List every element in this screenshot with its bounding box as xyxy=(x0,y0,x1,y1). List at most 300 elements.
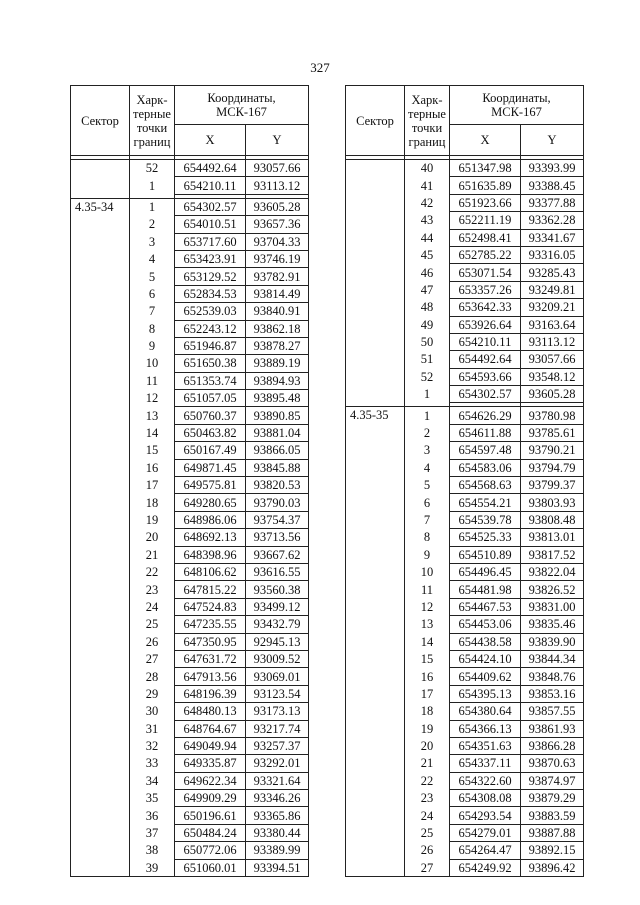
sector-cell xyxy=(71,250,130,267)
point-cell: 2 xyxy=(405,424,450,441)
x-cell: 649049.94 xyxy=(175,737,246,754)
table-row xyxy=(346,546,584,563)
x-cell: 647815.22 xyxy=(175,581,246,598)
x-cell: 649871.45 xyxy=(175,459,246,476)
table-row xyxy=(346,859,584,876)
table-row xyxy=(346,212,584,229)
y-cell: 93057.66 xyxy=(521,351,584,368)
sector-cell xyxy=(346,616,405,633)
point-cell: 45 xyxy=(405,246,450,263)
point-cell: 52 xyxy=(405,368,450,385)
coordinates-table-left xyxy=(70,85,309,877)
sector-cell xyxy=(71,581,130,598)
sector-cell xyxy=(71,442,130,459)
x-cell: 650772.06 xyxy=(175,842,246,859)
x-cell: 650484.24 xyxy=(175,824,246,841)
point-cell: 27 xyxy=(130,650,175,667)
point-cell: 16 xyxy=(405,668,450,685)
table-row xyxy=(346,459,584,476)
point-cell: 14 xyxy=(130,424,175,441)
table-row xyxy=(71,268,309,285)
y-cell: 93113.12 xyxy=(521,333,584,350)
sector-cell xyxy=(346,299,405,316)
x-cell: 654525.33 xyxy=(450,529,521,546)
table-row xyxy=(71,685,309,702)
y-cell: 93321.64 xyxy=(246,772,309,789)
sector-cell xyxy=(346,720,405,737)
table-row xyxy=(71,233,309,250)
sector-cell xyxy=(346,442,405,459)
y-cell: 93499.12 xyxy=(246,598,309,615)
table-row xyxy=(71,459,309,476)
table-row xyxy=(346,368,584,385)
x-cell: 653642.33 xyxy=(450,299,521,316)
table-row xyxy=(71,216,309,233)
x-cell: 654492.64 xyxy=(450,351,521,368)
table-row xyxy=(346,807,584,824)
y-cell: 93377.88 xyxy=(521,194,584,211)
header-sector: Сектор xyxy=(346,86,405,156)
sector-cell xyxy=(346,477,405,494)
x-cell: 654395.13 xyxy=(450,685,521,702)
x-cell: 654568.63 xyxy=(450,477,521,494)
x-cell: 654481.98 xyxy=(450,581,521,598)
x-cell: 654593.66 xyxy=(450,368,521,385)
y-cell: 93790.21 xyxy=(521,442,584,459)
x-cell: 654293.54 xyxy=(450,807,521,824)
table-row xyxy=(346,790,584,807)
y-cell: 93803.93 xyxy=(521,494,584,511)
point-cell: 9 xyxy=(130,337,175,354)
table-row xyxy=(71,737,309,754)
y-cell: 93257.37 xyxy=(246,737,309,754)
table-row xyxy=(346,177,584,194)
x-cell: 653926.64 xyxy=(450,316,521,333)
x-cell: 654351.63 xyxy=(450,737,521,754)
y-cell: 93814.49 xyxy=(246,285,309,302)
point-cell: 27 xyxy=(405,859,450,876)
x-cell: 653129.52 xyxy=(175,268,246,285)
point-cell: 40 xyxy=(405,160,450,177)
y-cell: 93173.13 xyxy=(246,703,309,720)
table-row xyxy=(346,616,584,633)
y-cell: 93861.93 xyxy=(521,720,584,737)
y-cell: 93209.21 xyxy=(521,299,584,316)
point-cell: 35 xyxy=(130,790,175,807)
table-row xyxy=(71,824,309,841)
sector-cell xyxy=(71,772,130,789)
x-cell: 652211.19 xyxy=(450,212,521,229)
x-cell: 654210.11 xyxy=(175,177,246,194)
y-cell: 93616.55 xyxy=(246,563,309,580)
table-row xyxy=(346,703,584,720)
y-cell: 93057.66 xyxy=(246,160,309,177)
x-cell: 651353.74 xyxy=(175,372,246,389)
x-cell: 648106.62 xyxy=(175,563,246,580)
x-cell: 654496.45 xyxy=(450,563,521,580)
table-row xyxy=(71,529,309,546)
point-cell: 4 xyxy=(130,250,175,267)
coordinates-table-right xyxy=(345,85,584,877)
sector-cell xyxy=(71,407,130,424)
table-row xyxy=(71,842,309,859)
sector-cell: 4.35-35 xyxy=(346,407,405,424)
sector-cell xyxy=(71,459,130,476)
sector-cell xyxy=(71,824,130,841)
sector-cell xyxy=(346,386,405,403)
point-cell: 38 xyxy=(130,842,175,859)
x-cell: 654380.64 xyxy=(450,703,521,720)
sector-cell xyxy=(346,229,405,246)
table-row xyxy=(346,720,584,737)
sector-cell xyxy=(71,390,130,407)
y-cell: 93794.79 xyxy=(521,459,584,476)
x-cell: 651946.87 xyxy=(175,337,246,354)
point-cell: 20 xyxy=(405,737,450,754)
y-cell: 93840.91 xyxy=(246,303,309,320)
x-cell: 651635.89 xyxy=(450,177,521,194)
table-row xyxy=(346,737,584,754)
point-cell: 52 xyxy=(130,160,175,177)
sector-cell xyxy=(71,337,130,354)
y-cell: 93857.55 xyxy=(521,703,584,720)
y-cell: 93874.97 xyxy=(521,772,584,789)
x-cell: 653717.60 xyxy=(175,233,246,250)
point-cell: 13 xyxy=(405,616,450,633)
y-cell: 93866.05 xyxy=(246,442,309,459)
sector-cell xyxy=(346,581,405,598)
sector-cell xyxy=(71,303,130,320)
sector-cell xyxy=(71,320,130,337)
x-cell: 651923.66 xyxy=(450,194,521,211)
header-coords: Координаты, МСК-167 xyxy=(450,86,584,125)
table-row xyxy=(346,511,584,528)
point-cell: 23 xyxy=(405,790,450,807)
y-cell: 93292.01 xyxy=(246,755,309,772)
table-row xyxy=(346,581,584,598)
y-cell: 93380.44 xyxy=(246,824,309,841)
y-cell: 93780.98 xyxy=(521,407,584,424)
point-cell: 50 xyxy=(405,333,450,350)
sector-cell xyxy=(346,703,405,720)
sector-cell xyxy=(346,212,405,229)
table-row xyxy=(71,650,309,667)
y-cell: 93009.52 xyxy=(246,650,309,667)
x-cell: 648692.13 xyxy=(175,529,246,546)
y-cell: 93365.86 xyxy=(246,807,309,824)
sector-cell xyxy=(346,368,405,385)
sector-cell xyxy=(346,529,405,546)
x-cell: 654279.01 xyxy=(450,824,521,841)
x-cell: 647631.72 xyxy=(175,650,246,667)
point-cell: 51 xyxy=(405,351,450,368)
y-cell: 93069.01 xyxy=(246,668,309,685)
table-row xyxy=(346,494,584,511)
point-cell: 19 xyxy=(405,720,450,737)
sector-cell xyxy=(346,511,405,528)
table-body-left xyxy=(71,156,309,877)
x-cell: 647235.55 xyxy=(175,616,246,633)
y-cell: 93866.28 xyxy=(521,737,584,754)
y-cell: 93217.74 xyxy=(246,720,309,737)
table-row xyxy=(346,685,584,702)
header-sector: Сектор xyxy=(71,86,130,156)
sector-cell xyxy=(71,650,130,667)
point-cell: 14 xyxy=(405,633,450,650)
y-cell: 93870.63 xyxy=(521,755,584,772)
sector-cell xyxy=(346,859,405,876)
point-cell: 47 xyxy=(405,281,450,298)
table-row xyxy=(346,281,584,298)
point-cell: 17 xyxy=(130,477,175,494)
x-cell: 651057.05 xyxy=(175,390,246,407)
y-cell: 93754.37 xyxy=(246,511,309,528)
y-cell: 93389.99 xyxy=(246,842,309,859)
table-row xyxy=(71,285,309,302)
table-row xyxy=(346,229,584,246)
x-cell: 649909.29 xyxy=(175,790,246,807)
table-row xyxy=(71,198,309,215)
point-cell: 43 xyxy=(405,212,450,229)
y-cell: 93826.52 xyxy=(521,581,584,598)
y-cell: 93879.29 xyxy=(521,790,584,807)
table-row xyxy=(346,598,584,615)
table-row xyxy=(346,529,584,546)
y-cell: 93853.16 xyxy=(521,685,584,702)
point-cell: 3 xyxy=(130,233,175,250)
sector-cell xyxy=(71,790,130,807)
y-cell: 93790.03 xyxy=(246,494,309,511)
y-cell: 93704.33 xyxy=(246,233,309,250)
point-cell: 34 xyxy=(130,772,175,789)
point-cell: 13 xyxy=(130,407,175,424)
sector-cell xyxy=(71,477,130,494)
table-row xyxy=(346,407,584,424)
sector-cell xyxy=(71,755,130,772)
x-cell: 654424.10 xyxy=(450,650,521,667)
x-cell: 654597.48 xyxy=(450,442,521,459)
point-cell: 22 xyxy=(130,563,175,580)
point-cell: 11 xyxy=(130,372,175,389)
y-cell: 93883.59 xyxy=(521,807,584,824)
point-cell: 24 xyxy=(130,598,175,615)
point-cell: 36 xyxy=(130,807,175,824)
y-cell: 93394.51 xyxy=(246,859,309,876)
table-row xyxy=(71,424,309,441)
page-number: 327 xyxy=(310,60,330,75)
sector-cell xyxy=(71,511,130,528)
x-cell: 650196.61 xyxy=(175,807,246,824)
x-cell: 651060.01 xyxy=(175,859,246,876)
sector-cell xyxy=(346,194,405,211)
x-cell: 647913.56 xyxy=(175,668,246,685)
table-row xyxy=(346,160,584,177)
sector-cell xyxy=(71,859,130,876)
y-cell: 93799.37 xyxy=(521,477,584,494)
point-cell: 9 xyxy=(405,546,450,563)
sector-cell xyxy=(71,807,130,824)
x-cell: 652785.22 xyxy=(450,246,521,263)
sector-cell xyxy=(346,685,405,702)
table-row xyxy=(71,511,309,528)
table-row xyxy=(71,177,309,194)
y-cell: 93249.81 xyxy=(521,281,584,298)
y-cell: 93894.93 xyxy=(246,372,309,389)
y-cell: 93862.18 xyxy=(246,320,309,337)
y-cell: 93817.52 xyxy=(521,546,584,563)
y-cell: 93746.19 xyxy=(246,250,309,267)
sector-cell xyxy=(71,233,130,250)
point-cell: 32 xyxy=(130,737,175,754)
sector-cell xyxy=(71,842,130,859)
y-cell: 93782.91 xyxy=(246,268,309,285)
sector-cell xyxy=(346,563,405,580)
table-row xyxy=(71,160,309,177)
table-row xyxy=(71,598,309,615)
sector-cell xyxy=(71,177,130,194)
table-row xyxy=(71,668,309,685)
point-cell: 31 xyxy=(130,720,175,737)
table-row xyxy=(71,616,309,633)
point-cell: 48 xyxy=(405,299,450,316)
sector-cell xyxy=(346,790,405,807)
point-cell: 7 xyxy=(405,511,450,528)
table-row xyxy=(71,390,309,407)
x-cell: 654554.21 xyxy=(450,494,521,511)
y-cell: 93548.12 xyxy=(521,368,584,385)
sector-cell xyxy=(71,668,130,685)
point-cell: 37 xyxy=(130,824,175,841)
sector-cell xyxy=(346,333,405,350)
table-row xyxy=(346,772,584,789)
x-cell: 649622.34 xyxy=(175,772,246,789)
point-cell: 33 xyxy=(130,755,175,772)
table-row xyxy=(346,842,584,859)
sector-cell xyxy=(346,772,405,789)
point-cell: 1 xyxy=(405,386,450,403)
table-row xyxy=(71,720,309,737)
y-cell: 93113.12 xyxy=(246,177,309,194)
table-row xyxy=(346,477,584,494)
y-cell: 93388.45 xyxy=(521,177,584,194)
y-cell: 93831.00 xyxy=(521,598,584,615)
sector-cell xyxy=(71,529,130,546)
x-cell: 649280.65 xyxy=(175,494,246,511)
y-cell: 93341.67 xyxy=(521,229,584,246)
x-cell: 654453.06 xyxy=(450,616,521,633)
point-cell: 26 xyxy=(130,633,175,650)
point-cell: 15 xyxy=(130,442,175,459)
point-cell: 41 xyxy=(405,177,450,194)
table-row xyxy=(71,355,309,372)
y-cell: 93808.48 xyxy=(521,511,584,528)
x-cell: 654337.11 xyxy=(450,755,521,772)
y-cell: 93667.62 xyxy=(246,546,309,563)
point-cell: 18 xyxy=(130,494,175,511)
y-cell: 93346.26 xyxy=(246,790,309,807)
x-cell: 654322.60 xyxy=(450,772,521,789)
sector-cell xyxy=(346,246,405,263)
header-y: Y xyxy=(246,125,309,156)
x-cell: 654308.08 xyxy=(450,790,521,807)
x-cell: 653071.54 xyxy=(450,264,521,281)
point-cell: 12 xyxy=(130,390,175,407)
point-cell: 44 xyxy=(405,229,450,246)
sector-cell xyxy=(346,160,405,177)
x-cell: 654611.88 xyxy=(450,424,521,441)
y-cell: 93822.04 xyxy=(521,563,584,580)
table-row xyxy=(71,772,309,789)
table-row xyxy=(71,563,309,580)
table-row xyxy=(71,250,309,267)
point-cell: 6 xyxy=(130,285,175,302)
y-cell: 93605.28 xyxy=(246,198,309,215)
sector-cell xyxy=(346,351,405,368)
sector-cell xyxy=(71,703,130,720)
sector-cell xyxy=(346,737,405,754)
sector-cell xyxy=(71,563,130,580)
header-points: Харк- терные точки границ xyxy=(405,86,450,156)
x-cell: 652539.03 xyxy=(175,303,246,320)
sector-cell xyxy=(346,546,405,563)
x-cell: 652498.41 xyxy=(450,229,521,246)
point-cell: 25 xyxy=(405,824,450,841)
table-row xyxy=(346,563,584,580)
header-y: Y xyxy=(521,125,584,156)
x-cell: 654583.06 xyxy=(450,459,521,476)
y-cell: 93892.15 xyxy=(521,842,584,859)
table-row xyxy=(71,755,309,772)
point-cell: 20 xyxy=(130,529,175,546)
table-row xyxy=(71,790,309,807)
sector-cell xyxy=(71,285,130,302)
table-row xyxy=(346,386,584,403)
y-cell: 93889.19 xyxy=(246,355,309,372)
sector-cell xyxy=(71,633,130,650)
point-cell: 15 xyxy=(405,650,450,667)
x-cell: 651347.98 xyxy=(450,160,521,177)
x-cell: 653423.91 xyxy=(175,250,246,267)
sector-cell xyxy=(71,598,130,615)
sector-cell xyxy=(346,459,405,476)
y-cell: 93560.38 xyxy=(246,581,309,598)
sector-cell xyxy=(71,268,130,285)
header-points: Харк- терные точки границ xyxy=(130,86,175,156)
sector-cell xyxy=(346,177,405,194)
x-cell: 648986.06 xyxy=(175,511,246,528)
x-cell: 650463.82 xyxy=(175,424,246,441)
sector-cell xyxy=(71,216,130,233)
point-cell: 7 xyxy=(130,303,175,320)
point-cell: 42 xyxy=(405,194,450,211)
sector-cell xyxy=(71,424,130,441)
sector-cell xyxy=(71,494,130,511)
point-cell: 21 xyxy=(130,546,175,563)
table-row xyxy=(346,824,584,841)
point-cell: 8 xyxy=(405,529,450,546)
y-cell: 93848.76 xyxy=(521,668,584,685)
point-cell: 4 xyxy=(405,459,450,476)
sector-cell xyxy=(346,650,405,667)
y-cell: 93835.46 xyxy=(521,616,584,633)
table-row xyxy=(71,372,309,389)
point-cell: 18 xyxy=(405,703,450,720)
x-cell: 654510.89 xyxy=(450,546,521,563)
x-cell: 649575.81 xyxy=(175,477,246,494)
sector-cell xyxy=(346,755,405,772)
sector-cell xyxy=(71,160,130,177)
y-cell: 93878.27 xyxy=(246,337,309,354)
